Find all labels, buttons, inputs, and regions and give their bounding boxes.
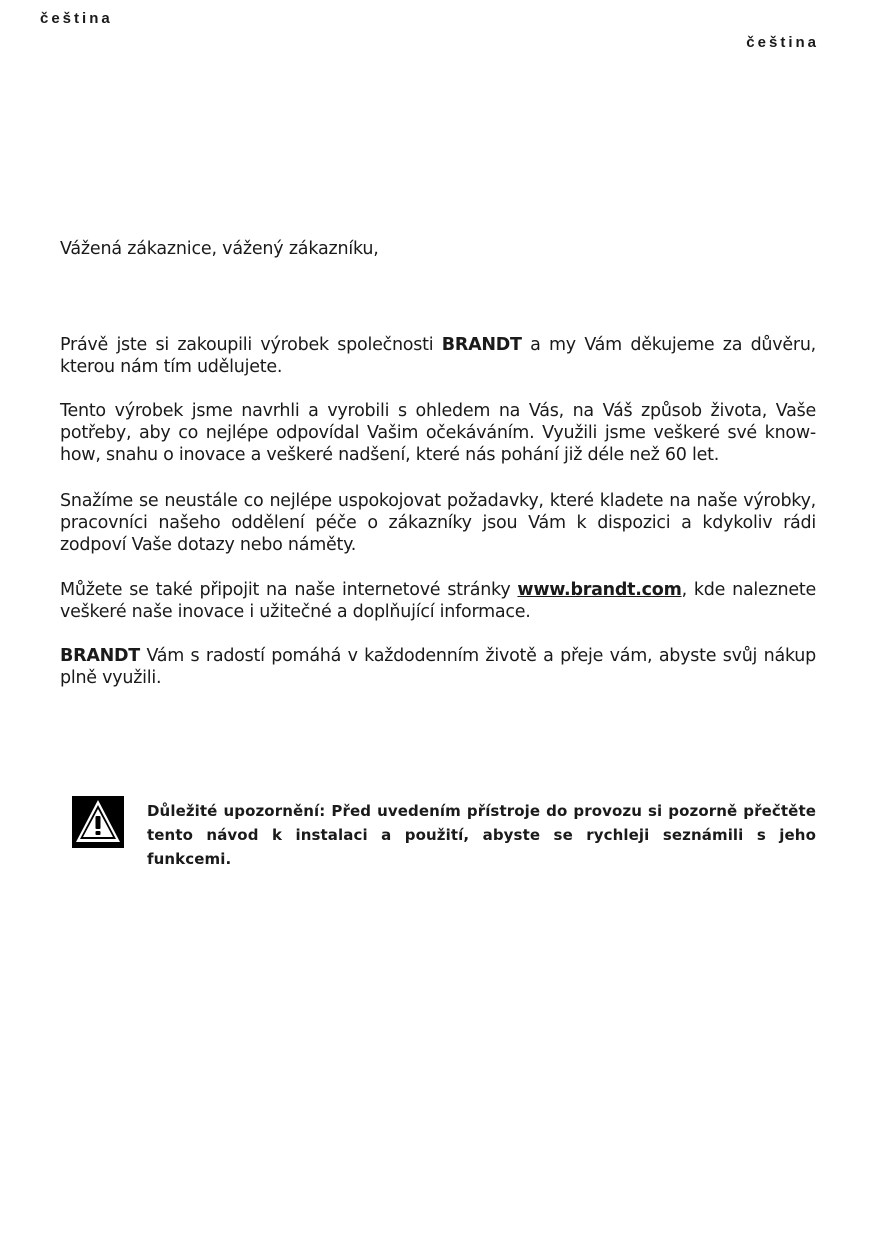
- letter-greeting: Vážená zákaznice, vážený zákazníku,: [60, 239, 379, 259]
- warning-triangle-icon: [72, 796, 124, 848]
- paragraph-website-text-1: Můžete se také připojit na naše internetové stránky: [60, 580, 518, 600]
- language-label-top-right: čeština: [746, 34, 819, 51]
- paragraph-website-text-2: , kde naleznete veškeré naše inovace i užitečné a doplňující informace.: [60, 580, 816, 622]
- paragraph-closing-text: Vám s radostí pomáhá v každodenním životě a přeje vám, abyste svůj nákup plně využili.: [60, 646, 816, 688]
- warning-notice: Důležité upozornění: Před uvedením přístroje do provozu si pozorně přečtěte tento návod k instalaci a použití, abyste se rychleji seznámili s jeho funkcemi.: [147, 802, 816, 868]
- paragraph-design: Tento výrobek jsme navrhli a vyrobili s ohledem na Vás, na Váš způsob života, Vaše potřeby, aby co nejlépe odpovídal Vašim očekáváním. Využili jsme veškeré své know-how, snahu o inovace a veškeré nadšení, které nás pohání již déle než 60 let.: [60, 401, 816, 465]
- paragraph-closing: [60, 645, 816, 689]
- paragraph-thanks-text-1: Právě jste si zakoupili výrobek společnosti: [60, 335, 442, 355]
- paragraph-website: [60, 579, 816, 623]
- language-label-top-left: čeština: [40, 10, 113, 27]
- paragraph-thanks-text-2: a my Vám děkujeme za důvěru, kterou nám tím udělujete.: [60, 335, 816, 377]
- paragraph-customer-care: Snažíme se neustále co nejlépe uspokojovat požadavky, které kladete na naše výrobky, pracovníci našeho oddělení péče o zákazníky jsou Vám k dispozici a kdykoliv rádi zodpoví Vaše dotazy nebo náměty.: [60, 491, 816, 555]
- website-link[interactable]: www.brandt.com: [517, 580, 682, 600]
- brand-name-closing: BRANDT: [60, 646, 140, 666]
- paragraph-thanks: [60, 334, 816, 378]
- brand-name: BRANDT: [441, 335, 522, 355]
